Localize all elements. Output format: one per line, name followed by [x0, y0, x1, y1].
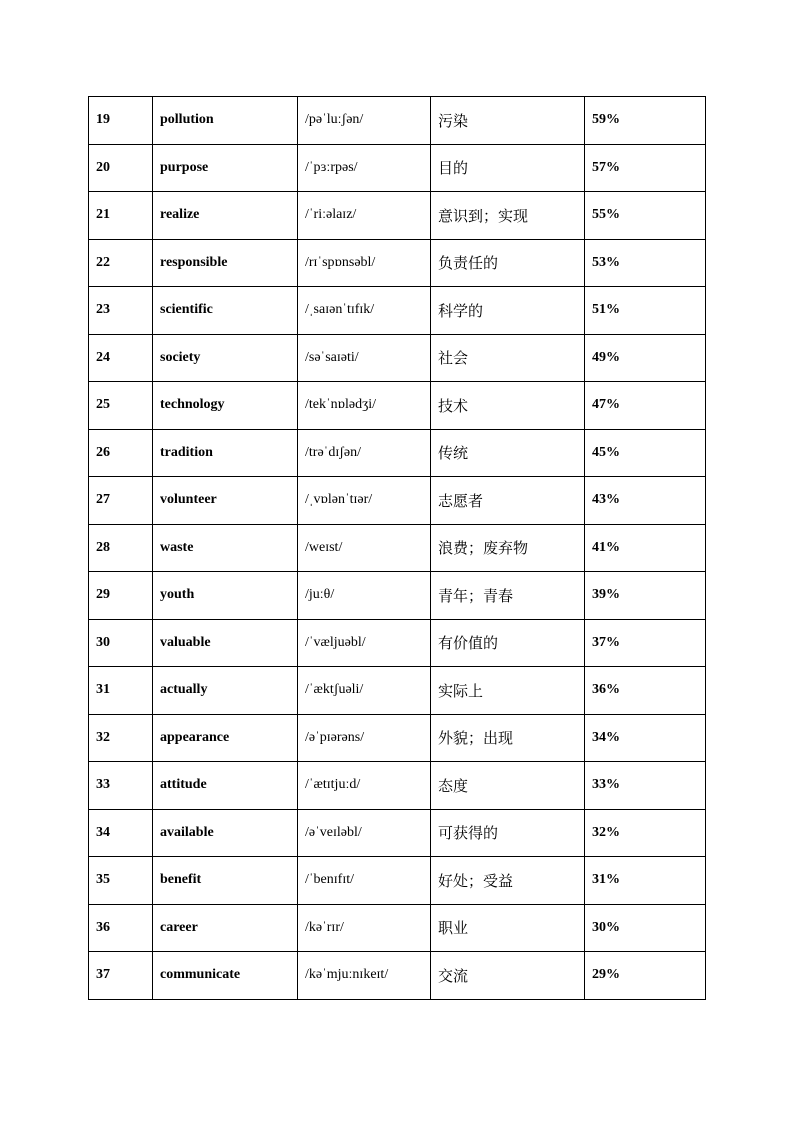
frequency-rate: 36% — [585, 667, 706, 715]
phonetic-transcription: /ˈæktʃuəli/ — [298, 667, 431, 715]
phonetic-transcription: /ˈætɪtjuːd/ — [298, 762, 431, 810]
frequency-rate: 49% — [585, 334, 706, 382]
table-row — [89, 809, 706, 857]
phonetic-transcription: /weɪst/ — [298, 524, 431, 572]
table-row — [89, 619, 706, 667]
phonetic-transcription: /ˈriːəlaɪz/ — [298, 192, 431, 240]
phonetic-transcription: /ˈbenɪfɪt/ — [298, 857, 431, 905]
table-row — [89, 762, 706, 810]
frequency-rate: 45% — [585, 429, 706, 477]
chinese-meaning: 职业 — [431, 904, 585, 952]
row-number: 30 — [89, 619, 153, 667]
frequency-rate: 57% — [585, 144, 706, 192]
english-word: attitude — [153, 762, 298, 810]
chinese-meaning: 社会 — [431, 334, 585, 382]
english-word: responsible — [153, 239, 298, 287]
english-word: career — [153, 904, 298, 952]
frequency-rate: 39% — [585, 572, 706, 620]
chinese-meaning: 目的 — [431, 144, 585, 192]
row-number: 25 — [89, 382, 153, 430]
english-word: tradition — [153, 429, 298, 477]
table-row — [89, 287, 706, 335]
row-number: 26 — [89, 429, 153, 477]
table-row — [89, 857, 706, 905]
phonetic-transcription: /ˈvæljuəbl/ — [298, 619, 431, 667]
vocabulary-table-body — [89, 97, 706, 1000]
english-word: youth — [153, 572, 298, 620]
row-number: 24 — [89, 334, 153, 382]
chinese-meaning: 传统 — [431, 429, 585, 477]
chinese-meaning: 负责任的 — [431, 239, 585, 287]
english-word: volunteer — [153, 477, 298, 525]
chinese-meaning: 好处；受益 — [431, 857, 585, 905]
frequency-rate: 51% — [585, 287, 706, 335]
row-number: 28 — [89, 524, 153, 572]
row-number: 33 — [89, 762, 153, 810]
row-number: 22 — [89, 239, 153, 287]
phonetic-transcription: /səˈsaɪəti/ — [298, 334, 431, 382]
chinese-meaning: 实际上 — [431, 667, 585, 715]
chinese-meaning: 科学的 — [431, 287, 585, 335]
row-number: 27 — [89, 477, 153, 525]
chinese-meaning: 态度 — [431, 762, 585, 810]
row-number: 21 — [89, 192, 153, 240]
table-row — [89, 239, 706, 287]
chinese-meaning: 浪费；废弃物 — [431, 524, 585, 572]
row-number: 20 — [89, 144, 153, 192]
table-row — [89, 904, 706, 952]
english-word: communicate — [153, 952, 298, 1000]
table-row — [89, 477, 706, 525]
english-word: benefit — [153, 857, 298, 905]
row-number: 35 — [89, 857, 153, 905]
english-word: valuable — [153, 619, 298, 667]
frequency-rate: 53% — [585, 239, 706, 287]
english-word: society — [153, 334, 298, 382]
phonetic-transcription: /ˌvɒlənˈtɪər/ — [298, 477, 431, 525]
chinese-meaning: 技术 — [431, 382, 585, 430]
phonetic-transcription: /pəˈluːʃən/ — [298, 97, 431, 145]
frequency-rate: 55% — [585, 192, 706, 240]
phonetic-transcription: /trəˈdɪʃən/ — [298, 429, 431, 477]
phonetic-transcription: /tekˈnɒlədʒi/ — [298, 382, 431, 430]
table-row — [89, 382, 706, 430]
chinese-meaning: 意识到；实现 — [431, 192, 585, 240]
english-word: waste — [153, 524, 298, 572]
phonetic-transcription: /kəˈmjuːnɪkeɪt/ — [298, 952, 431, 1000]
chinese-meaning: 外貌；出现 — [431, 714, 585, 762]
table-row — [89, 667, 706, 715]
english-word: purpose — [153, 144, 298, 192]
table-row — [89, 97, 706, 145]
english-word: pollution — [153, 97, 298, 145]
phonetic-transcription: /juːθ/ — [298, 572, 431, 620]
phonetic-transcription: /rɪˈspɒnsəbl/ — [298, 239, 431, 287]
phonetic-transcription: /əˈpɪərəns/ — [298, 714, 431, 762]
table-row — [89, 952, 706, 1000]
table-row — [89, 524, 706, 572]
row-number: 32 — [89, 714, 153, 762]
english-word: realize — [153, 192, 298, 240]
chinese-meaning: 可获得的 — [431, 809, 585, 857]
phonetic-transcription: /ˌsaɪənˈtɪfɪk/ — [298, 287, 431, 335]
table-row — [89, 334, 706, 382]
row-number: 29 — [89, 572, 153, 620]
phonetic-transcription: /kəˈrɪr/ — [298, 904, 431, 952]
table-row — [89, 429, 706, 477]
chinese-meaning: 污染 — [431, 97, 585, 145]
chinese-meaning: 有价值的 — [431, 619, 585, 667]
frequency-rate: 32% — [585, 809, 706, 857]
row-number: 23 — [89, 287, 153, 335]
table-row — [89, 714, 706, 762]
frequency-rate: 37% — [585, 619, 706, 667]
frequency-rate: 33% — [585, 762, 706, 810]
phonetic-transcription: /ˈpɜːrpəs/ — [298, 144, 431, 192]
table-row — [89, 192, 706, 240]
row-number: 19 — [89, 97, 153, 145]
frequency-rate: 29% — [585, 952, 706, 1000]
vocabulary-table — [88, 96, 706, 1000]
english-word: actually — [153, 667, 298, 715]
frequency-rate: 34% — [585, 714, 706, 762]
chinese-meaning: 青年；青春 — [431, 572, 585, 620]
phonetic-transcription: /əˈveɪləbl/ — [298, 809, 431, 857]
chinese-meaning: 交流 — [431, 952, 585, 1000]
frequency-rate: 59% — [585, 97, 706, 145]
frequency-rate: 31% — [585, 857, 706, 905]
table-row — [89, 144, 706, 192]
english-word: scientific — [153, 287, 298, 335]
english-word: technology — [153, 382, 298, 430]
english-word: appearance — [153, 714, 298, 762]
frequency-rate: 30% — [585, 904, 706, 952]
table-row — [89, 572, 706, 620]
frequency-rate: 41% — [585, 524, 706, 572]
row-number: 31 — [89, 667, 153, 715]
english-word: available — [153, 809, 298, 857]
chinese-meaning: 志愿者 — [431, 477, 585, 525]
frequency-rate: 43% — [585, 477, 706, 525]
frequency-rate: 47% — [585, 382, 706, 430]
row-number: 34 — [89, 809, 153, 857]
row-number: 37 — [89, 952, 153, 1000]
row-number: 36 — [89, 904, 153, 952]
